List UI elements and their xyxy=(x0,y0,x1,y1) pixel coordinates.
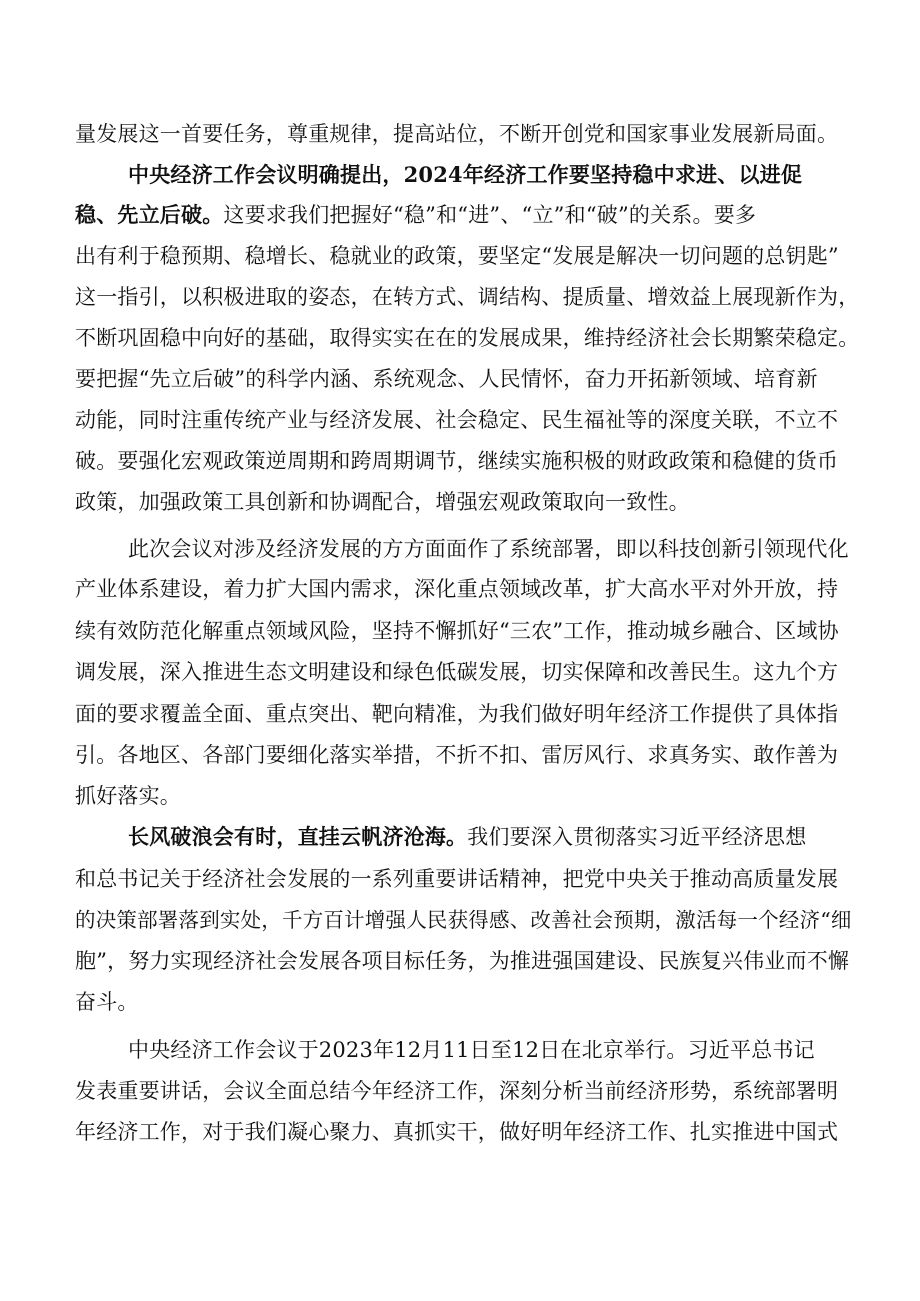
text-line: 调发展，深入推进生态文明建设和绿色低碳发展，切实保障和改善民生。这九个方 xyxy=(75,660,839,684)
text-line: 出有利于稳预期、稳增长、稳就业的政策，要坚定“发展是解决一切问题的总钥匙” xyxy=(75,244,839,268)
bold-phrase: 稳、先立后破。 xyxy=(75,202,224,227)
text-line: 中央经济工作会议于2023年12月11日至12日在北京举行。习近平总书记 xyxy=(128,1038,815,1062)
text-line: 政策，加强政策工具创新和协调配合，增强宏观政策取向一致性。 xyxy=(75,490,690,514)
text-line xyxy=(128,823,865,851)
text-fragment: 我们要深入贯彻落实习近平经济思想 xyxy=(467,825,807,849)
text-line: 不断巩固稳中向好的基础，取得实实在在的发展成果，维持经济社会长期繁荣稳定。 xyxy=(75,326,860,350)
text-line: 抓好落实。 xyxy=(75,784,181,808)
bold-phrase: 长风破浪会有时，直挂云帆济沧海。 xyxy=(128,824,468,849)
text-line: 年经济工作，对于我们凝心聚力、真抓实干，做好明年经济工作、扎实推进中国式 xyxy=(75,1120,839,1144)
text-line: 产业体系建设，着力扩大国内需求，深化重点领域改革，扩大高水平对外开放，持 xyxy=(75,577,839,601)
text-line: 此次会议对涉及经济发展的方方面面作了系统部署，即以科技创新引领现代化 xyxy=(128,537,849,561)
text-line: 奋斗。 xyxy=(75,990,139,1014)
text-line: 这一指引，以积极进取的姿态，在转方式、调结构、提质量、增效益上展现新作为， xyxy=(75,285,860,309)
text-line: 胞”，努力实现经济社会发展各项目标任务，为推进强国建设、民族复兴伟业而不懈 xyxy=(75,949,850,973)
text-line: 破。要强化宏观政策逆周期和跨周期调节，继续实施积极的财政政策和稳健的货币 xyxy=(75,449,839,473)
text-line: 发表重要讲话，会议全面总结今年经济工作，深刻分析当前经济形势，系统部署明 xyxy=(75,1079,839,1103)
text-line: 的决策部署落到实处，千方百计增强人民获得感、改善社会预期，激活每一个经济“细 xyxy=(75,908,852,932)
text-line: 引。各地区、各部门要细化落实举措，不折不扣、雷厉风行、求真务实、敢作善为 xyxy=(75,743,839,767)
text-line xyxy=(75,201,865,229)
text-line: 量发展这一首要任务，尊重规律，提高站位，不断开创党和国家事业发展新局面。 xyxy=(75,122,839,146)
text-line: 动能，同时注重传统产业与经济发展、社会稳定、民生福祉等的深度关联，不立不 xyxy=(75,408,839,432)
text-line: 中央经济工作会议明确提出，2024年经济工作要坚持稳中求进、以进促 xyxy=(128,162,803,187)
text-fragment: 这要求我们把握好“稳”和“进”、“立”和“破”的关系。要多 xyxy=(223,203,757,227)
text-line: 续有效防范化解重点领域风险，坚持不懈抓好“三农”工作，推动城乡融合、区域协 xyxy=(75,619,839,643)
text-line: 要把握“先立后破”的科学内涵、系统观念、人民情怀，奋力开拓新领域、培育新 xyxy=(75,367,818,391)
text-line: 和总书记关于经济社会发展的一系列重要讲话精神，把党中央关于推动高质量发展 xyxy=(75,867,839,891)
text-line: 面的要求覆盖全面、重点突出、靶向精准，为我们做好明年经济工作提供了具体指 xyxy=(75,702,839,726)
